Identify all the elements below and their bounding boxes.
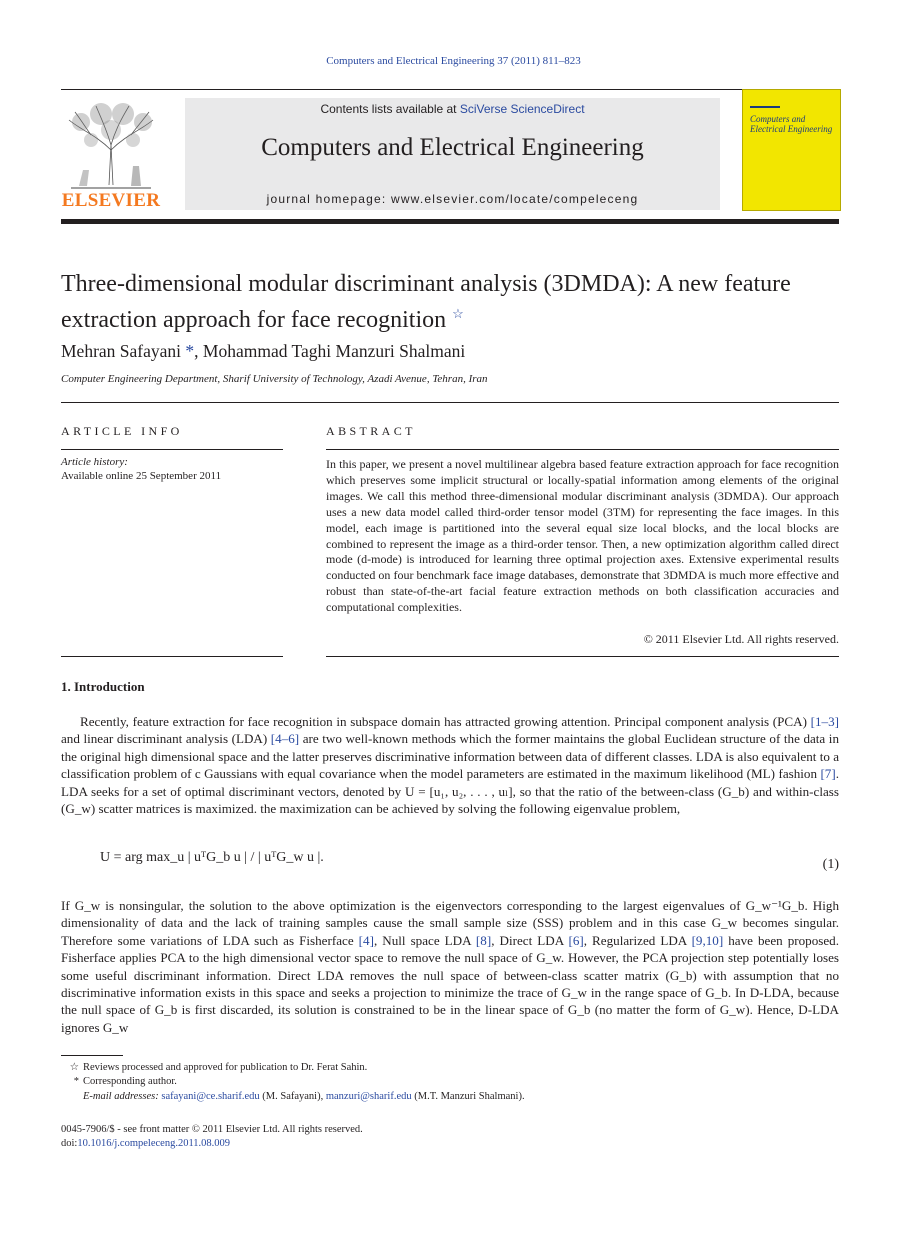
paragraph-text: are two well-known methods which the former maintains the global Euclidean structure of the data in the original high dimensional space and the latter preserves discriminative information between data of different classes. LDA is also equivalent to a classification problem of c Gaussians with equal covariance when the model parameters are estimated in the maximum likelihood (ML) fashion <box>61 731 839 782</box>
abstract-bottom-rule <box>326 656 839 657</box>
article-history-label: Article history: <box>61 456 128 468</box>
paragraph-text: have been proposed. Fisherface applies PCA to the high dimensional vector space to remove the null space of G_w. However, the PCA projection step potentially loses some useful discriminant information. Direct LDA removes the null space of between-class scatter matrix (G_b) with assumption that no discriminative information exists in this space and seeks a projection to minimize the trace of G_w in the range space of G_b. In D-LDA, because the null space of G_b is first discarded, its solution is constrained to be in the linear space of G_b (no matter the form of G_w). Hence, D-LDA ignores G_w <box>61 932 840 1035</box>
reference-link[interactable]: [8] <box>475 932 492 948</box>
cover-accent-bar <box>750 106 780 108</box>
affiliation: Computer Engineering Department, Sharif University of Technology, Azadi Avenue, Tehran, Iran <box>61 373 488 385</box>
doi-label: doi: <box>61 1138 78 1149</box>
article-title-text: Three-dimensional modular discriminant analysis (3DMDA): A new feature extraction approach for face recognition <box>61 271 791 333</box>
paragraph-text: . LDA seeks for a set of optimal discriminant vectors, denoted by U = [u₁, u₂, . . . , uₗ], so that the ratio of the between-class (G_b) and within-class (G_w) scatter matrices is maximized. the maximization can be achieved by solving the following eigenvalue problem, <box>61 766 839 817</box>
author-name: Mehran Safayani <box>61 341 182 361</box>
reference-link[interactable]: [6] <box>568 932 584 948</box>
contents-prefix: Contents lists available at <box>320 102 460 116</box>
author-separator: , <box>194 341 203 361</box>
front-matter-line: 0045-7906/$ - see front matter © 2011 Elsevier Ltd. All rights reserved. <box>61 1124 363 1135</box>
reference-link[interactable]: [7] <box>820 766 836 782</box>
sciencedirect-link[interactable]: SciVerse ScienceDirect <box>459 102 585 116</box>
footnote-text: Corresponding author. <box>83 1076 177 1087</box>
journal-title: Computers and Electrical Engineering <box>261 134 644 161</box>
issn-block <box>61 1123 363 1151</box>
intro-paragraph-2 <box>61 897 839 1036</box>
reference-link[interactable]: [1–3] <box>810 714 839 729</box>
paragraph-text: and linear discriminant analysis (LDA) <box>61 731 271 747</box>
abstract-text: In this paper, we present a novel multilinear algebra based feature extraction approach for face recognition which preserves some implicit structural or locally-spatial information among elements of the original images. We call this method three-dimensional modular discriminant analysis (3DMDA). Our approach uses a new data model called third-order tensor model (3TM) for representing the face images. In this model, each image is partitioned into the several equal size local blocks, and the local blocks are combined to represent the image as a third-order tensor. Then, a new optimization algorithm called direct mode (d-mode) is introduced for learning three optimal projection axes. Extensive experimental results conducted on four benchmark face image databases, demonstrate that 3DMDA is much more effective and robust than state-of-the-art facial feature extraction methods on both classification accuracies and computational complexities. <box>326 457 839 615</box>
abstract-copyright: © 2011 Elsevier Ltd. All rights reserved. <box>643 632 839 646</box>
email-link[interactable]: safayani@ce.sharif.edu <box>161 1091 260 1102</box>
section-heading-introduction: 1. Introduction <box>61 679 145 694</box>
journal-cover-image <box>742 89 841 211</box>
title-rule <box>61 402 839 403</box>
email-owner: (M. Safayani), <box>259 1091 326 1102</box>
contents-line <box>185 102 720 116</box>
equation-number: (1) <box>822 857 839 872</box>
footnote-mark: ☆ <box>69 1062 79 1073</box>
footnote-corresponding <box>61 1076 177 1087</box>
paragraph-text: , Direct LDA <box>491 932 569 948</box>
header-thick-rule <box>61 219 839 224</box>
reference-link[interactable]: [4] <box>358 932 374 948</box>
footnote-text: Reviews processed and approved for publication to Dr. Ferat Sahin. <box>83 1062 368 1073</box>
intro-paragraph-1 <box>61 713 839 817</box>
title-footnote-mark[interactable]: ☆ <box>452 306 464 321</box>
footnote-emails <box>83 1091 525 1102</box>
corresponding-author-mark[interactable]: * <box>185 341 195 361</box>
article-title <box>61 270 841 335</box>
cover-title: Computers and Electrical Engineering <box>750 114 833 134</box>
author-list <box>61 341 465 362</box>
journal-masthead <box>185 98 720 210</box>
paragraph-text: , Null space LDA <box>373 932 476 948</box>
article-info-bottom-rule <box>61 656 283 657</box>
footnote-rule <box>61 1055 123 1056</box>
abstract-rule <box>326 449 839 450</box>
email-owner: (M.T. Manzuri Shalmani). <box>411 1091 525 1102</box>
doi-link[interactable]: 10.1016/j.compeleceng.2011.08.009 <box>77 1138 231 1149</box>
email-label: E-mail addresses: <box>83 1091 159 1102</box>
author-name: Mohammad Taghi Manzuri Shalmani <box>202 341 466 361</box>
equation-1: U = arg max_u | uᵀG_b u | / | uᵀG_w u |. <box>100 850 324 865</box>
journal-homepage[interactable]: journal homepage: www.elsevier.com/locate/compeleceng <box>266 192 639 206</box>
article-info-rule <box>61 449 283 450</box>
reference-link[interactable]: [9,10] <box>691 932 724 948</box>
email-link[interactable]: manzuri@sharif.edu <box>325 1091 412 1102</box>
article-info-heading: ARTICLE INFO <box>61 424 183 438</box>
header-top-rule <box>61 89 839 90</box>
reference-link[interactable]: [4–6] <box>270 731 300 747</box>
elsevier-wordmark: ELSEVIER <box>61 190 161 211</box>
footnote-review <box>61 1061 367 1073</box>
journal-citation[interactable]: Computers and Electrical Engineering 37 (2011) 811–823 <box>326 55 581 67</box>
abstract-heading: ABSTRACT <box>326 424 416 438</box>
paragraph-text: , Regularized LDA <box>583 932 692 948</box>
paragraph-text: Recently, feature extraction for face recognition in subspace domain has attracted growing attention. Principal component analysis (PCA) <box>80 714 811 729</box>
footnote-mark: * <box>73 1076 79 1087</box>
paragraph-text: If G_w is nonsingular, the solution to the above optimization is the eigenvectors corresponding to the largest eigenvalues of G_w⁻¹G_b. High dimensionality of data and the lack of training samples cause the small sample size (SSS) problem and in this case G_w becomes singular. Therefore some variations of LDA such as Fisherface <box>61 898 839 948</box>
article-history-value: Available online 25 September 2011 <box>61 470 222 482</box>
